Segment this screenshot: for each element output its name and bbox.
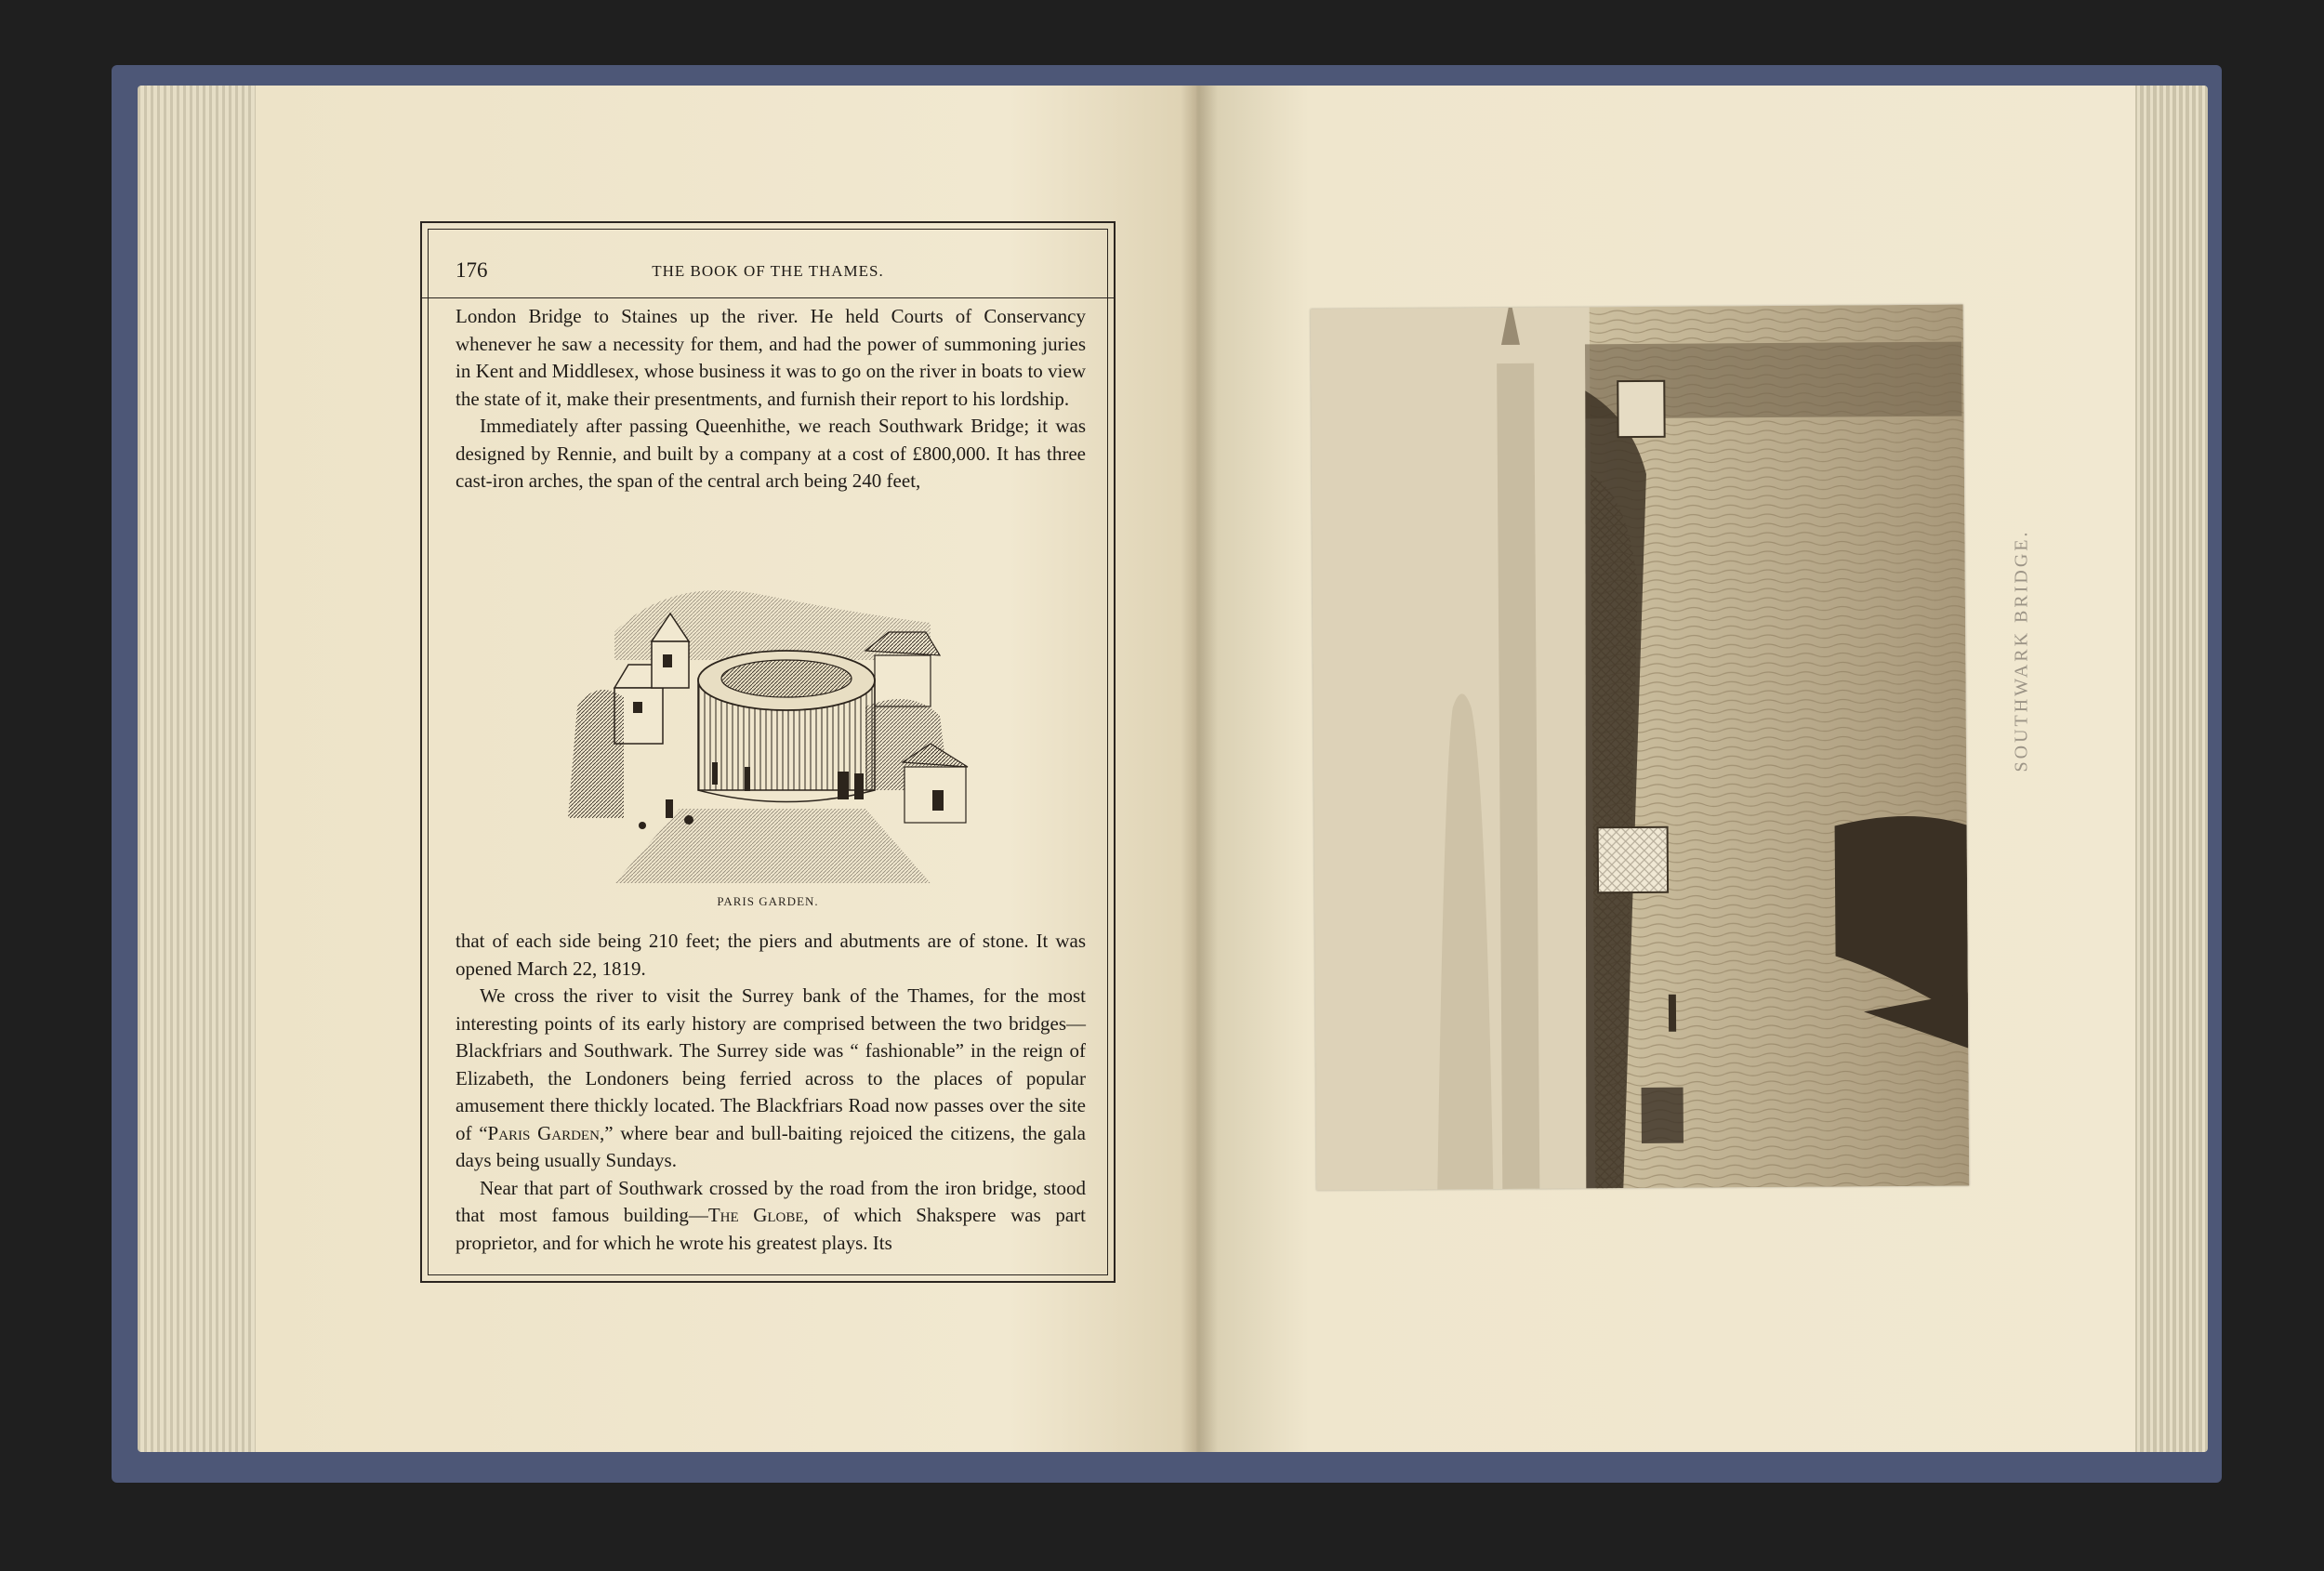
running-title: THE BOOK OF THE THAMES. — [652, 262, 884, 280]
paris-garden-smallcaps: Paris Garden — [487, 1121, 600, 1144]
paragraph-1: London Bridge to Staines up the river. He held Courts of Conservancy whenever he saw a necessity for them, and had the power of summoning juries in Kent and Middlesex, whose business it was to go on the river in boats to view the state of it, make their presentments, and furnish their report to his lordship. — [456, 305, 1086, 410]
text-top — [456, 303, 1086, 495]
paragraph-5-b: , of which Shakspere was part proprietor, and for which he wrote his greatest plays. Its — [456, 1204, 1087, 1254]
paragraph-2: Immediately after passing Queenhithe, we reach Southwark Bridge; it was designed by Rennie, and built by a company at a cost of £800,000. It has three cast-iron arches, the span of the central arch being 240 feet, — [456, 415, 1086, 492]
paragraph-4 — [456, 983, 1086, 1175]
paragraph-5-a: Near that part of Southwark crossed by the road from the iron bridge, stood that most famous building— — [456, 1176, 1086, 1226]
paragraph-4-b: ,” where bear and bull-baiting rejoiced the citizens, the gala days being usually Sundays. — [456, 1121, 1086, 1171]
running-head — [422, 260, 1114, 298]
paragraph-3: that of each side being 210 feet; the piers and abutments are of stone. It was opened March 22, 1819. — [456, 930, 1086, 980]
page-number: 176 — [456, 258, 488, 282]
paragraph-4-a: We cross the river to visit the Surrey bank of the Thames, for the most interesting points of its early history are comprised between the two bridges—Blackfriars and Southwark. The Surrey side was “ fashionable” in the reign of Elizabeth, the Londoners being ferried across to the places of popular amusement there thickly located. The Blackfriars Road now passes over the site of “ — [456, 984, 1086, 1144]
photo-title: SOUTHWARK BRIDGE. — [2011, 529, 2032, 772]
book-gutter — [1181, 86, 1218, 1452]
page-edges-left — [138, 86, 268, 1452]
paris-garden-engraving — [559, 576, 975, 883]
the-globe-smallcaps: The Globe — [707, 1204, 804, 1226]
southwark-bridge-photograph — [1311, 305, 1970, 1191]
page-edges-right — [2124, 86, 2208, 1452]
text-bottom — [456, 928, 1086, 1257]
illustration-caption: PARIS GARDEN. — [717, 894, 819, 908]
paragraph-5 — [456, 1175, 1086, 1258]
text-block-frame — [420, 221, 1116, 1283]
